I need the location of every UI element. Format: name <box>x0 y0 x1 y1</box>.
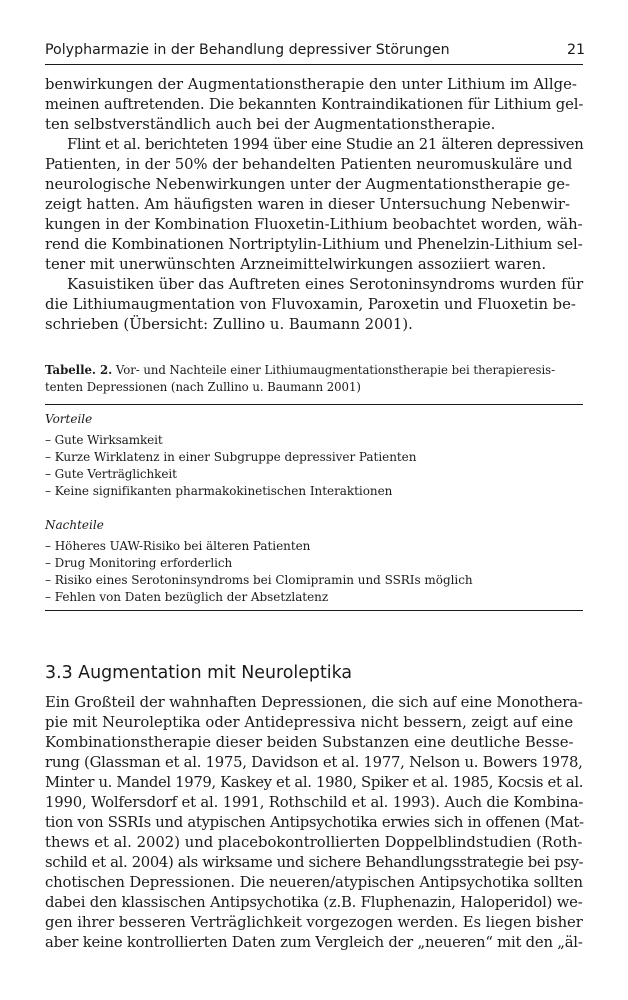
table-caption <box>45 362 585 396</box>
text-line: ten selbstverständlich auch bei der Augmentationstherapie. <box>45 116 496 133</box>
text-line: neurologische Nebenwirkungen unter der Augmentationstherapie ge- <box>45 176 570 193</box>
text-line: Minter u. Mandel 1979, Kaskey et al. 1980, Spiker et al. 1985, Kocsis et al. <box>45 774 584 791</box>
body-text-top <box>45 75 583 335</box>
text-line: die Lithiumaugmentation von Fluvoxamin, Paroxetin und Fluoxetin be- <box>45 296 576 313</box>
paragraph <box>45 275 583 335</box>
text-line: dabei den klassischen Antipsychotika (z.B. Fluphenazin, Haloperidol) we- <box>45 894 583 911</box>
text-line: chotischen Depressionen. Die neueren/atypischen Antipsychotika sollten <box>45 874 583 891</box>
text-line: aber keine kontrollierten Daten zum Vergleich der „neueren“ mit den „äl- <box>45 934 583 951</box>
text-line: 1990, Wolfersdorf et al. 1991, Rothschild et al. 1993). Auch die Kombina- <box>45 794 584 811</box>
table-advantages <box>45 411 585 500</box>
text-line: tion von SSRIs und atypischen Antipsychotika erwies sich in offenen (Mat- <box>45 814 584 831</box>
paragraph <box>45 75 583 135</box>
table-item: – Risiko eines Serotoninsyndroms bei Clomipramin und SSRIs möglich <box>45 573 473 587</box>
page-number: 21 <box>566 42 585 58</box>
caption-line: tenten Depressionen (nach Zullino u. Baumann 2001) <box>45 380 361 394</box>
paragraph <box>45 135 583 275</box>
header-rule <box>45 64 583 65</box>
text-line: zeigt hatten. Am häufigsten waren in dieser Untersuchung Nebenwir- <box>45 196 571 213</box>
section-body <box>45 693 583 953</box>
table-item: – Gute Wirksamkeit <box>45 433 163 447</box>
table-disadvantages <box>45 517 585 606</box>
advantages-title: Vorteile <box>45 412 93 426</box>
caption-label: Tabelle. 2. <box>45 363 113 377</box>
text-line: Ein Großteil der wahnhaften Depressionen, die sich auf eine Monothera- <box>45 694 583 711</box>
text-line: rung (Glassman et al. 1975, Davidson et al. 1977, Nelson u. Bowers 1978, <box>45 754 583 771</box>
caption-line <box>45 362 585 379</box>
text-line: Patienten, in der 50% der behandelten Patienten neuromuskuläre und <box>45 156 573 173</box>
disadvantages-title: Nachteile <box>45 518 104 532</box>
table-item: – Fehlen von Daten bezüglich der Absetzlatenz <box>45 590 329 604</box>
text-line: tener mit unerwünschten Arzneimittelwirkungen assoziiert waren. <box>45 256 547 273</box>
text-line: thews et al. 2002) und placebokontrollierten Doppelblindstudien (Roth- <box>45 834 583 851</box>
text-line: rend die Kombinationen Nortriptylin-Lithium und Phenelzin-Lithium sel- <box>45 236 583 253</box>
text-line: kungen in der Kombination Fluoxetin-Lithium beobachtet worden, wäh- <box>45 216 583 233</box>
text-line: meinen auftretenden. Die bekannten Kontraindikationen für Lithium gel- <box>45 96 584 113</box>
table-item: – Keine signifikanten pharmakokinetischen Interaktionen <box>45 484 393 498</box>
caption-text: Vor- und Nachteile einer Lithiumaugmentationstherapie bei therapieresis- <box>112 363 556 377</box>
table-bottom-rule <box>45 610 583 611</box>
text-line: gen ihrer besseren Verträglichkeit vorgezogen werden. Es liegen bisher <box>45 914 583 931</box>
text-line: Kasuistiken über das Auftreten eines Serotoninsyndroms wurden für <box>67 276 584 293</box>
table-item: – Kurze Wirklatenz in einer Subgruppe depressiver Patienten <box>45 450 417 464</box>
table-item: – Höheres UAW-Risiko bei älteren Patienten <box>45 539 311 553</box>
text-line: Kombinationstherapie dieser beiden Substanzen eine deutliche Besse- <box>45 734 574 751</box>
text-line: schrieben (Übersicht: Zullino u. Baumann 2001). <box>45 316 413 333</box>
text-line: Flint et al. berichteten 1994 über eine Studie an 21 älteren depressiven <box>67 136 584 153</box>
section-heading: 3.3 Augmentation mit Neuroleptika <box>45 663 353 683</box>
text-line: pie mit Neuroleptika oder Antidepressiva nicht bessern, zeigt auf eine <box>45 714 574 731</box>
table-item: – Gute Verträglichkeit <box>45 467 177 481</box>
running-title: Polypharmazie in der Behandlung depressiver Störungen <box>45 42 450 58</box>
text-line: benwirkungen der Augmentationstherapie den unter Lithium im Allge- <box>45 76 577 93</box>
running-header <box>45 40 585 60</box>
text-line: schild et al. 2004) als wirksame und sichere Behandlungsstrategie bei psy- <box>45 854 584 871</box>
table-item: – Drug Monitoring erforderlich <box>45 556 233 570</box>
table-top-rule <box>45 404 583 405</box>
